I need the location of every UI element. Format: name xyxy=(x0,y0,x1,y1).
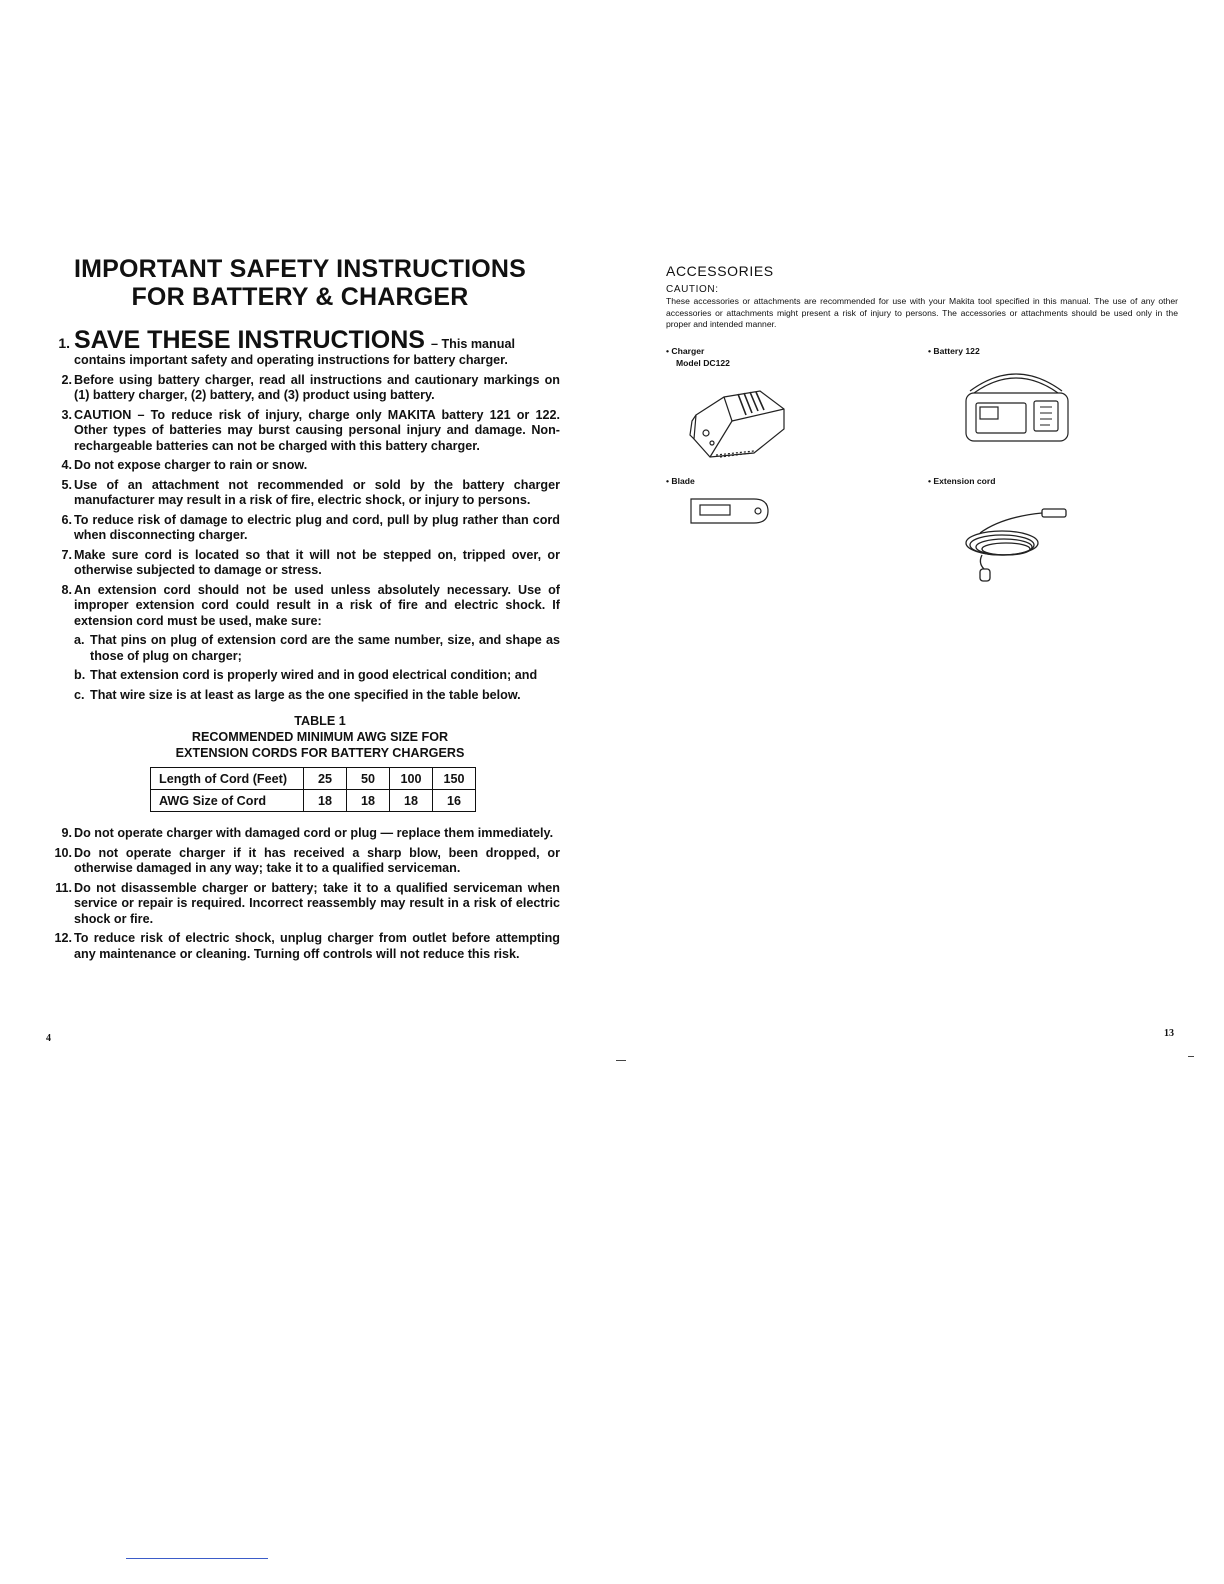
item-number: 6. xyxy=(61,512,72,527)
item-number: 10. xyxy=(54,845,72,860)
instruction-11 xyxy=(40,881,560,928)
caution-label: CAUTION: xyxy=(666,284,719,295)
extension-cord-illustration xyxy=(962,505,1072,585)
page-title xyxy=(40,255,560,311)
awg-table xyxy=(150,767,476,812)
instruction-7 xyxy=(40,548,560,579)
table-cell: 25 xyxy=(304,768,347,790)
sub-label: a. xyxy=(74,633,85,647)
item-text: Do not disassemble charger or battery; take it to a qualified serviceman when service or repair is required. Incorrect reassembly may result in a risk of electric shock or fire. xyxy=(74,880,560,926)
item-number: 5. xyxy=(61,477,72,492)
table-cell: 18 xyxy=(304,790,347,812)
item-number: 1. xyxy=(58,335,70,351)
instruction-8 xyxy=(40,583,560,630)
row-label: AWG Size of Cord xyxy=(151,790,304,812)
instruction-4 xyxy=(40,458,560,474)
sub-label: c. xyxy=(74,687,85,702)
table-cell: 100 xyxy=(390,768,433,790)
accessory-label: • Charger xyxy=(666,345,705,356)
table-caption xyxy=(40,713,560,761)
charger-illustration xyxy=(688,381,792,461)
page-number-right: 13 xyxy=(1164,1028,1174,1039)
table-cell: 150 xyxy=(433,768,476,790)
instruction-2 xyxy=(40,373,560,404)
instruction-8c xyxy=(74,688,560,704)
table-cell: 16 xyxy=(433,790,476,812)
item-text: To reduce risk of electric shock, unplug charger from outlet before attempting any maintenance or cleaning. Turning off controls will not reduce this risk. xyxy=(74,931,560,961)
instruction-6 xyxy=(40,513,560,544)
accessory-extension-cord xyxy=(928,475,995,487)
sub-text: That wire size is at least as large as the one specified in the table below. xyxy=(90,687,521,702)
item-number: 3. xyxy=(61,407,72,422)
accessory-charger xyxy=(666,345,730,369)
accessories-title: ACCESSORIES xyxy=(666,263,774,279)
item-number: 12. xyxy=(54,931,72,945)
accessory-label: • Extension cord xyxy=(928,475,996,486)
scan-mark xyxy=(1188,1056,1194,1057)
instruction-5 xyxy=(40,478,560,509)
table-caption-line-2: RECOMMENDED MINIMUM AWG SIZE FOR xyxy=(191,730,449,744)
scan-mark xyxy=(616,1060,626,1061)
item-number: 9. xyxy=(61,826,72,840)
title-line-2: FOR BATTERY & CHARGER xyxy=(131,283,469,311)
accessory-battery xyxy=(928,345,980,357)
right-page xyxy=(666,263,1178,605)
item-text: CAUTION – To reduce risk of injury, charge only MAKITA battery 121 or 122. Other types of batteries may burst causing personal injury and damage. Non-rechargeable batteries can not be charged with this battery charger. xyxy=(74,407,560,453)
battery-illustration xyxy=(962,361,1072,445)
save-heading: SAVE THESE INSTRUCTIONS xyxy=(74,326,425,354)
item-text: Use of an attachment not recommended or sold by the battery charger manufacturer may result in a risk of fire, electric shock, or injury to persons. xyxy=(74,477,560,507)
left-page xyxy=(40,255,560,962)
sub-text: That pins on plug of extension cord are the same number, size, and shape as those of plug on charger; xyxy=(90,633,560,663)
item-number: 7. xyxy=(61,547,72,562)
instruction-8a xyxy=(74,633,560,664)
table-caption-line-3: EXTENSION CORDS FOR BATTERY CHARGERS xyxy=(175,746,465,760)
item-text: Do not operate charger with damaged cord or plug — replace them immediately. xyxy=(74,826,554,840)
row-label: Length of Cord (Feet) xyxy=(151,768,304,790)
item-number: 4. xyxy=(61,458,72,472)
instruction-3 xyxy=(40,408,560,455)
accessories-grid xyxy=(666,345,1178,605)
instruction-8b xyxy=(74,668,560,684)
item-number: 11. xyxy=(55,880,72,895)
accessory-label: • Battery 122 xyxy=(928,345,980,356)
scan-rule xyxy=(126,1558,268,1559)
instruction-9 xyxy=(40,826,560,842)
caution-text: These accessories or attachments are recommended for use with your Makita tool specified in this manual. The use of any other accessories or attachments might present a risk of injury to persons. The accessories or attachments should be used only in the proper and intended manner. xyxy=(666,296,1178,329)
sub-label: b. xyxy=(74,668,86,682)
item-text: Do not expose charger to rain or snow. xyxy=(74,458,308,472)
accessory-blade xyxy=(666,475,695,487)
item-text: Before using battery charger, read all instructions and cautionary markings on (1) battery charger, (2) battery, and (3) product using battery. xyxy=(74,372,560,402)
instruction-1 xyxy=(40,327,560,369)
save-continuation: contains important safety and operating instructions for battery charger. xyxy=(74,353,508,367)
accessory-model: Model DC122 xyxy=(676,357,730,368)
save-rest: – This manual xyxy=(430,337,515,351)
item-number: 2. xyxy=(61,372,72,387)
table-cell: 18 xyxy=(347,790,390,812)
instruction-12 xyxy=(40,931,560,962)
sub-text: That extension cord is properly wired and in good electrical condition; and xyxy=(90,668,538,682)
item-text: Make sure cord is located so that it will not be stepped on, tripped over, or otherwise subjected to damage or stress. xyxy=(74,547,560,577)
table-row xyxy=(151,790,476,812)
blade-illustration xyxy=(688,495,770,527)
table-cell: 18 xyxy=(390,790,433,812)
accessory-label: • Blade xyxy=(666,475,695,486)
title-line-1: IMPORTANT SAFETY INSTRUCTIONS xyxy=(73,255,527,283)
item-text: To reduce risk of damage to electric plug and cord, pull by plug rather than cord when disconnecting charger. xyxy=(74,512,560,542)
page-number-left: 4 xyxy=(46,1033,51,1044)
table-cell: 50 xyxy=(347,768,390,790)
item-text: An extension cord should not be used unless absolutely necessary. Use of improper extension cord could result in a risk of fire and electric shock. If extension cord must be used, make sure: xyxy=(74,582,560,628)
table-caption-line-1: TABLE 1 xyxy=(294,714,346,728)
table-row xyxy=(151,768,476,790)
instruction-10 xyxy=(40,846,560,877)
item-text: Do not operate charger if it has received a sharp blow, been dropped, or otherwise damaged in any way; take it to a qualified serviceman. xyxy=(74,845,560,875)
item-number: 8. xyxy=(61,582,72,597)
